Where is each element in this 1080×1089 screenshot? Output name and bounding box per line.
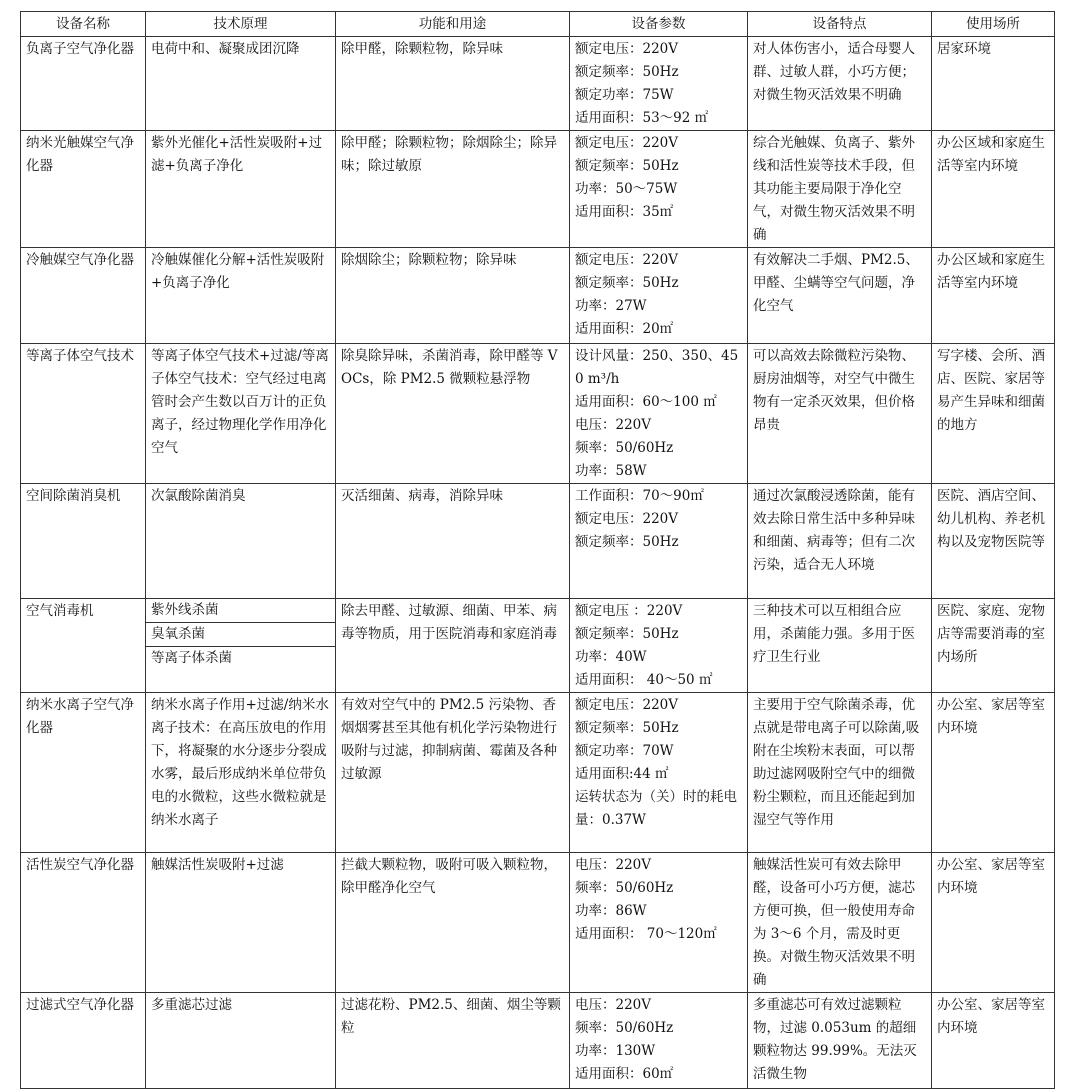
cell-principle xyxy=(146,131,336,248)
parameter-line: 功率：50～75W xyxy=(575,181,678,197)
principle-item: 冷触媒催化分解+活性炭吸附+负离子净化 xyxy=(151,252,325,291)
parameter-line: 适用面积： 70～120㎡ xyxy=(575,926,717,942)
table-row xyxy=(21,993,1055,1089)
cell-venue: 医院、家庭、宠物店等需要消毒的室内场所 xyxy=(932,599,1055,693)
cell-parameters xyxy=(570,693,748,853)
cell-parameters xyxy=(570,248,748,344)
cell-function: 拦截大颗粒物，吸附可吸入颗粒物，除甲醛净化空气 xyxy=(336,853,570,993)
cell-parameters xyxy=(570,993,748,1089)
parameter-line: 额定频率：50Hz xyxy=(575,64,679,80)
parameter-line: 额定功率：70W xyxy=(575,743,674,759)
principle-item: 次氯酸除菌消臭 xyxy=(151,488,246,504)
cell-device-name: 空间除菌消臭机 xyxy=(21,484,146,599)
table-row xyxy=(21,248,1055,344)
cell-device-name: 空气消毒机 xyxy=(21,599,146,693)
parameter-line: 适用面积：20㎡ xyxy=(575,321,674,337)
cell-venue: 居家环境 xyxy=(932,37,1055,131)
parameter-line: 适用面积：60㎡ xyxy=(575,1066,674,1082)
header-features: 设备特点 xyxy=(748,12,932,37)
principle-item: 紫外线杀菌 xyxy=(146,599,335,623)
cell-device-name: 等离子体空气技术 xyxy=(21,344,146,484)
parameter-line: 适用面积：35㎡ xyxy=(575,204,674,220)
cell-function: 除烟除尘；除颗粒物；除异味 xyxy=(336,248,570,344)
header-function: 功能和用途 xyxy=(336,12,570,37)
parameter-line: 额定频率：50Hz xyxy=(575,275,679,291)
principle-item: 纳米水离子作用+过滤/纳米水离子技术：在高压放电的作用下，将凝聚的水分逐步分裂成水雾，最后形成纳米单位带负电的水微粒，这些水微粒就是纳米水离子 xyxy=(151,697,329,828)
principle-item: 等离子体空气技术+过滤/等离子体空气技术：空气经过电离管时会产生数以百万计的正负离子，经过物理化学作用净化空气 xyxy=(151,348,329,456)
parameter-line: 频率：50/60Hz xyxy=(575,440,674,456)
parameter-line: 额定频率：50Hz xyxy=(575,720,679,736)
parameter-line: 额定电压：220V xyxy=(575,135,679,151)
cell-venue: 办公室、家居等室内环境 xyxy=(932,993,1055,1089)
equipment-comparison-table xyxy=(20,11,1055,1089)
cell-venue: 办公室、家居等室内环境 xyxy=(932,853,1055,993)
cell-function: 除臭除异味，杀菌消毒，除甲醛等 VOCs，除 PM2.5 微颗粒悬浮物 xyxy=(336,344,570,484)
cell-device-name: 过滤式空气净化器 xyxy=(21,993,146,1089)
cell-function: 除甲醛，除颗粒物，除异味 xyxy=(336,37,570,131)
cell-principle xyxy=(146,344,336,484)
cell-function: 除去甲醛、过敏源、细菌、甲苯、病毒等物质，用于医院消毒和家庭消毒 xyxy=(336,599,570,693)
cell-function: 过滤花粉、PM2.5、细菌、烟尘等颗粒 xyxy=(336,993,570,1089)
header-device-name: 设备名称 xyxy=(21,12,146,37)
cell-principle xyxy=(146,484,336,599)
cell-principle xyxy=(146,599,336,693)
parameter-line: 额定电压 ：220V xyxy=(575,603,683,619)
cell-device-name: 活性炭空气净化器 xyxy=(21,853,146,993)
table-body xyxy=(21,37,1055,1089)
cell-parameters xyxy=(570,131,748,248)
cell-parameters xyxy=(570,344,748,484)
parameter-line: 额定频率：50Hz xyxy=(575,626,679,642)
cell-principle xyxy=(146,693,336,853)
header-principle: 技术原理 xyxy=(146,12,336,37)
cell-features: 通过次氯酸浸透除菌，能有效去除日常生活中多种异味和细菌、病毒等；但有二次污染，适合无人环境 xyxy=(748,484,932,599)
parameter-line: 适用面积：60～100 ㎡ xyxy=(575,394,717,410)
parameter-line: 功率：40W xyxy=(575,649,647,665)
cell-features: 可以高效去除微粒污染物、厨房油烟等，对空气中微生物有一定杀灭效果，但价格昂贵 xyxy=(748,344,932,484)
cell-device-name: 冷触媒空气净化器 xyxy=(21,248,146,344)
parameter-line: 电压：220V xyxy=(575,857,652,873)
cell-venue: 办公室、家居等室内环境 xyxy=(932,693,1055,853)
table-header-row xyxy=(21,12,1055,37)
parameter-line: 额定功率：75W xyxy=(575,87,674,103)
parameter-line: 适用面积:44 ㎡ xyxy=(575,766,669,782)
cell-device-name: 负离子空气净化器 xyxy=(21,37,146,131)
table-row xyxy=(21,599,1055,693)
parameter-line: 电压：220V xyxy=(575,997,652,1013)
principle-item: 等离子体杀菌 xyxy=(151,650,232,666)
parameter-line: 频率：50/60Hz xyxy=(575,880,674,896)
cell-parameters xyxy=(570,599,748,693)
cell-features: 综合光触媒、负离子、紫外线和活性炭等技术手段，但其功能主要局限于净化空气，对微生物灭活效果不明确 xyxy=(748,131,932,248)
table-row xyxy=(21,484,1055,599)
parameter-line: 适用面积：53～92 ㎡ xyxy=(575,110,709,126)
principle-item: 臭氧杀菌 xyxy=(146,623,335,647)
cell-parameters xyxy=(570,37,748,131)
cell-features: 三种技术可以互相组合应用，杀菌能力强。多用于医疗卫生行业 xyxy=(748,599,932,693)
table-row xyxy=(21,853,1055,993)
principle-item: 紫外光催化+活性炭吸附+过滤+负离子净化 xyxy=(151,135,323,174)
cell-venue: 写字楼、会所、酒店、医院、家居等易产生异味和细菌的地方 xyxy=(932,344,1055,484)
table-row xyxy=(21,131,1055,248)
parameter-line: 功率：27W xyxy=(575,298,647,314)
cell-features: 对人体伤害小，适合母婴人群、过敏人群，小巧方便；对微生物灭活效果不明确 xyxy=(748,37,932,131)
cell-principle xyxy=(146,853,336,993)
cell-features: 触媒活性炭可有效去除甲醛，设备可小巧方便，滤芯方便可换，但一般使用寿命为 3～6 个月，需及时更换。对微生物灭活效果不明确 xyxy=(748,853,932,993)
cell-function: 除甲醛；除颗粒物；除烟除尘；除异味；除过敏原 xyxy=(336,131,570,248)
cell-features: 有效解决二手烟、PM2.5、甲醛、尘螨等空气问题，净化空气 xyxy=(748,248,932,344)
cell-parameters xyxy=(570,853,748,993)
header-parameters: 设备参数 xyxy=(570,12,748,37)
table-row xyxy=(21,693,1055,853)
cell-principle xyxy=(146,993,336,1089)
cell-venue: 办公区域和家庭生活等室内环境 xyxy=(932,131,1055,248)
cell-parameters xyxy=(570,484,748,599)
parameter-line: 运转状态为（关）时的耗电量：0.37W xyxy=(575,789,737,828)
principle-item: 多重滤芯过滤 xyxy=(151,997,232,1013)
cell-principle xyxy=(146,37,336,131)
parameter-line: 额定电压：220V xyxy=(575,697,679,713)
parameter-line: 功率：58W xyxy=(575,463,647,479)
parameter-line: 设计风量：250、350、450 m³/h xyxy=(575,348,739,387)
table-row xyxy=(21,37,1055,131)
parameter-line: 额定电压：220V xyxy=(575,252,679,268)
cell-venue: 医院、酒店空间、幼儿机构、养老机构以及宠物医院等 xyxy=(932,484,1055,599)
header-venue: 使用场所 xyxy=(932,12,1055,37)
parameter-line: 额定电压：220V xyxy=(575,41,679,57)
cell-function: 有效对空气中的 PM2.5 污染物、香烟烟雾甚至其他有机化学污染物进行吸附与过滤，抑制病菌、霉菌及各种过敏源 xyxy=(336,693,570,853)
parameter-line: 电压：220V xyxy=(575,417,652,433)
parameter-line: 适用面积： 40～50 ㎡ xyxy=(575,672,713,688)
cell-features: 主要用于空气除菌杀毒，优点就是带电离子可以除菌,吸附在尘埃粉末表面，可以帮助过滤网吸附空气中的细微粉尘颗粒，而且还能起到加湿空气等作用 xyxy=(748,693,932,853)
parameter-line: 额定电压：220V xyxy=(575,511,679,527)
parameter-line: 功率：86W xyxy=(575,903,647,919)
cell-principle xyxy=(146,248,336,344)
cell-device-name: 纳米光触媒空气净化器 xyxy=(21,131,146,248)
parameter-line: 额定频率：50Hz xyxy=(575,158,679,174)
principle-item: 触媒活性炭吸附+过滤 xyxy=(151,857,284,873)
cell-function: 灭活细菌、病毒，消除异味 xyxy=(336,484,570,599)
parameter-line: 工作面积：70～90㎡ xyxy=(575,488,704,504)
table-row xyxy=(21,344,1055,484)
principle-item: 电荷中和、凝聚成团沉降 xyxy=(151,41,300,57)
parameter-line: 功率：130W xyxy=(575,1043,656,1059)
cell-features: 多重滤芯可有效过滤颗粒物，过滤 0.053um 的超细颗粒物达 99.99%。无法灭活微生物 xyxy=(748,993,932,1089)
parameter-line: 频率：50/60Hz xyxy=(575,1020,674,1036)
cell-venue: 办公区域和家庭生活等室内环境 xyxy=(932,248,1055,344)
cell-device-name: 纳米水离子空气净化器 xyxy=(21,693,146,853)
parameter-line: 额定频率：50Hz xyxy=(575,534,679,550)
